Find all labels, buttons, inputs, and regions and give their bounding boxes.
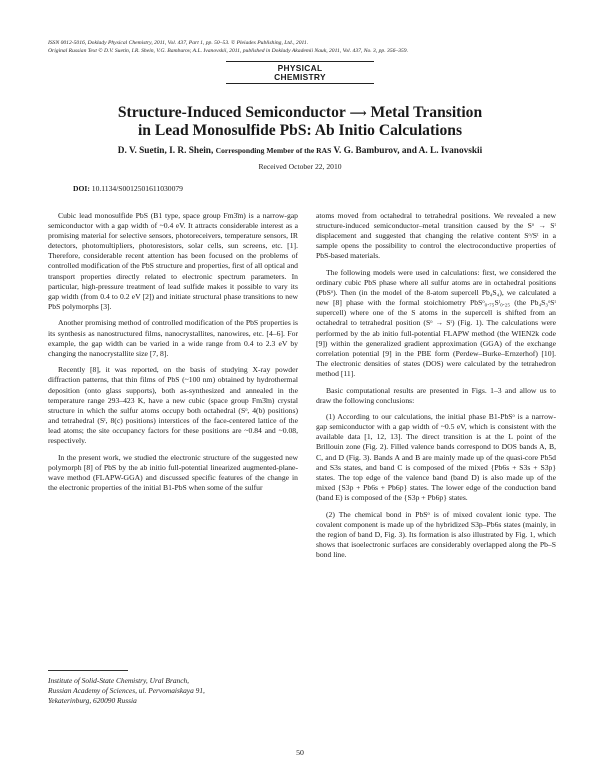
authors-member-title: Corresponding Member of the RAS (215, 146, 332, 155)
author-list (20, 146, 580, 156)
footnote-rule (48, 670, 128, 671)
section-label-line2: CHEMISTRY (274, 72, 326, 82)
received-date: Received October 22, 2010 (258, 162, 342, 171)
title-line1-start: Structure-Induced Semiconductor (117, 104, 346, 121)
section-label-line1: PHYSICAL (277, 63, 323, 73)
section-rule-top (226, 61, 374, 62)
footnote-line2: Russian Academy of Sciences, ul. Pervomaiskaya 91, (48, 686, 205, 695)
authors-part2: V. G. Bamburov, and A. L. Ivanovskii (333, 146, 483, 156)
section-rule-bottom (226, 83, 374, 84)
right-paragraph-5: (2) The chemical bond in PbSᵒ is of mixed covalent ionic type. The covalent component is made up of the hybridized S3p–Pb6s states (mainly, in the region of band D, Fig. 3). Its formation is also illustrated by Fig. 1, which shows that isoelectronic surfaces are considerably overlapped along the Pb–S bond line. (316, 509, 556, 559)
footnote-line1: Institute of Solid-State Chemistry, Ural Branch, (48, 676, 190, 685)
title-line1-end: Metal Transition (370, 104, 483, 121)
left-paragraph-3: Recently [8], it was reported, on the basis of studying X-ray powder diffraction patterns, that thin films of PbS (~100 nm) obtained by hydrothermal deposition (onto glass supports), both as-synthesized and annealed in the temperature range 293–423 K, have a new cubic (space group Fm3̄m) crystal structure in which the sulfur atoms occupy both octahedral (Sᵒ, 4(b) positions) and tetrahedral (Sᵗ, 8(c) positions) interstices of the face-centered lattice of the lead atoms; the site occupancy factors for these positions are ~0.84 and ~0.08, respectively. (48, 365, 298, 445)
journal-citation-line: ISSN 0012-5016, Doklady Physical Chemistry, 2011, Vol. 437, Part 1, pp. 50–53. © Pleiades Publishing, Ltd., 2011. (48, 40, 309, 46)
right-paragraph-2: The following models were used in calculations: first, we considered the ordinary cubic PbS phase where all sulfur atoms are in octahedral positions (PbSᵒ). Then (in the model of the 8-atom supercell Pb₄S₄), we calculated a new [8] phase with the formal stoichiometry PbSᵒ₀.₇₅Sᵗ₀.₂₅ (the Pb₄S₃ᵒSᵗ supercell) where one of the S atoms in the supercell is shifted from an octahedral to tetrahedral position (Sᵒ → Sᵗ) (Fig. 1). The calculations were performed by the ab initio full-potential FLAPW method (the WIEN2k code [9]) within the generalized gradient approximation (GGA) of the exchange correlation potential [9] in the PBE form (Perdew–Burke–Ernzerhof) [10]. The electronic densities of states (DOS) were calculated by the tetrahedron method [11]. (316, 267, 556, 378)
doi-label: DOI: (73, 184, 90, 193)
page-number: 50 (296, 748, 304, 757)
doi-value[interactable]: 10.1134/S0012501611030079 (91, 184, 183, 193)
footnote-line3: Yekaterinburg, 620090 Russia (48, 696, 137, 705)
title-line2: in Lead Monosulfide PbS: Ab Initio Calculations (137, 122, 463, 139)
left-paragraph-2: Another promising method of controlled modification of the PbS properties is its synthesis as nanostructured films, nanocrystallites, nanowires, etc. [4–6]. For example, the gap width can be varied in a wide range from 0.4 to 2.3 eV by changing the nanocrystallite size [7, 8]. (48, 318, 298, 358)
article-title (40, 104, 560, 140)
right-paragraph-1: atoms moved from octahedral to tetrahedral positions. We revealed a new structure-induced semiconductor–metal transition caused by the Sᵒ → Sᵗ displacement and suggested that changing the relative content Sᵒ/Sᵗ in a sample opens the possibility to control the electroconductive properties of PbS-based materials. (316, 211, 556, 261)
left-paragraph-4: In the present work, we studied the electronic structure of the suggested new polymorph [8] of PbS by the ab initio full-potential linearized augmented-plane-wave method (FLAPW-GGA) and discussed specific features of the change in the electronic properties of the initial B1-PbS when some of the sulfur (48, 452, 298, 492)
original-text-line: Original Russian Text © D.V. Suetin, I.R. Shein, V.G. Bamburov, A.L. Ivanovskii, 2011, published in Doklady Akademii Nauk, 2011, Vol. 437, No. 3, pp. 356–359. (48, 48, 408, 54)
affiliation-footnote (48, 676, 298, 706)
right-column (316, 211, 556, 567)
doi-line (73, 184, 183, 193)
right-paragraph-4: (1) According to our calculations, the initial phase B1-PbSᵒ is a narrow-gap semiconductor with a gap width of ~0.5 eV, which is consistent with the available data [1, 12, 13]. The direct transition is at the L point of the Brillouin zone (Fig. 2). Filled valence bands correspond to DOS bands A, B, C, and D (Fig. 3). Bands A and B are mainly made up of the quasi-core Pb5d and S3s states, and band C is composed of the mixed {Pb6s + S3s + S3p} states. The top edge of the valence band (band D) is also made up of the mixed {S3p + Pb6s + Pb6p} states. The lower edge of the conduction band (band E) is composed of the {S3p + Pb6p} states. (316, 412, 556, 502)
title-line1 (40, 104, 560, 122)
arrow-icon: ⟶ (349, 106, 367, 120)
left-paragraph-1: Cubic lead monosulfide PbS (B1 type, space group Fm3̄m) is a narrow-gap semiconductor with a gap width of ~0.4 eV. It attracts considerable interest as a promising material for selective sensors, photoreceivers, temperature sensors, IR detectors, photomultipliers, photoresistors, solar cells, sun screens, etc. [1]. Therefore, considerable recent attention has been focused on the problems of controlled modification of the PbS structure and properties, first of all optical and transport properties directly related to electronic spectrum parameters. In particular, high-pressure treatment of lead sulfide makes it possible to vary its gap width (from 0.4 to 0.2 eV [2]) and initiate structural phase transitions to new PbS polymorphs [3]. (48, 211, 298, 311)
right-paragraph-3: Basic computational results are presented in Figs. 1–3 and allow us to draw the following conclusions: (316, 385, 556, 405)
left-column (48, 211, 298, 499)
authors-part1: D. V. Suetin, I. R. Shein, (117, 146, 214, 156)
